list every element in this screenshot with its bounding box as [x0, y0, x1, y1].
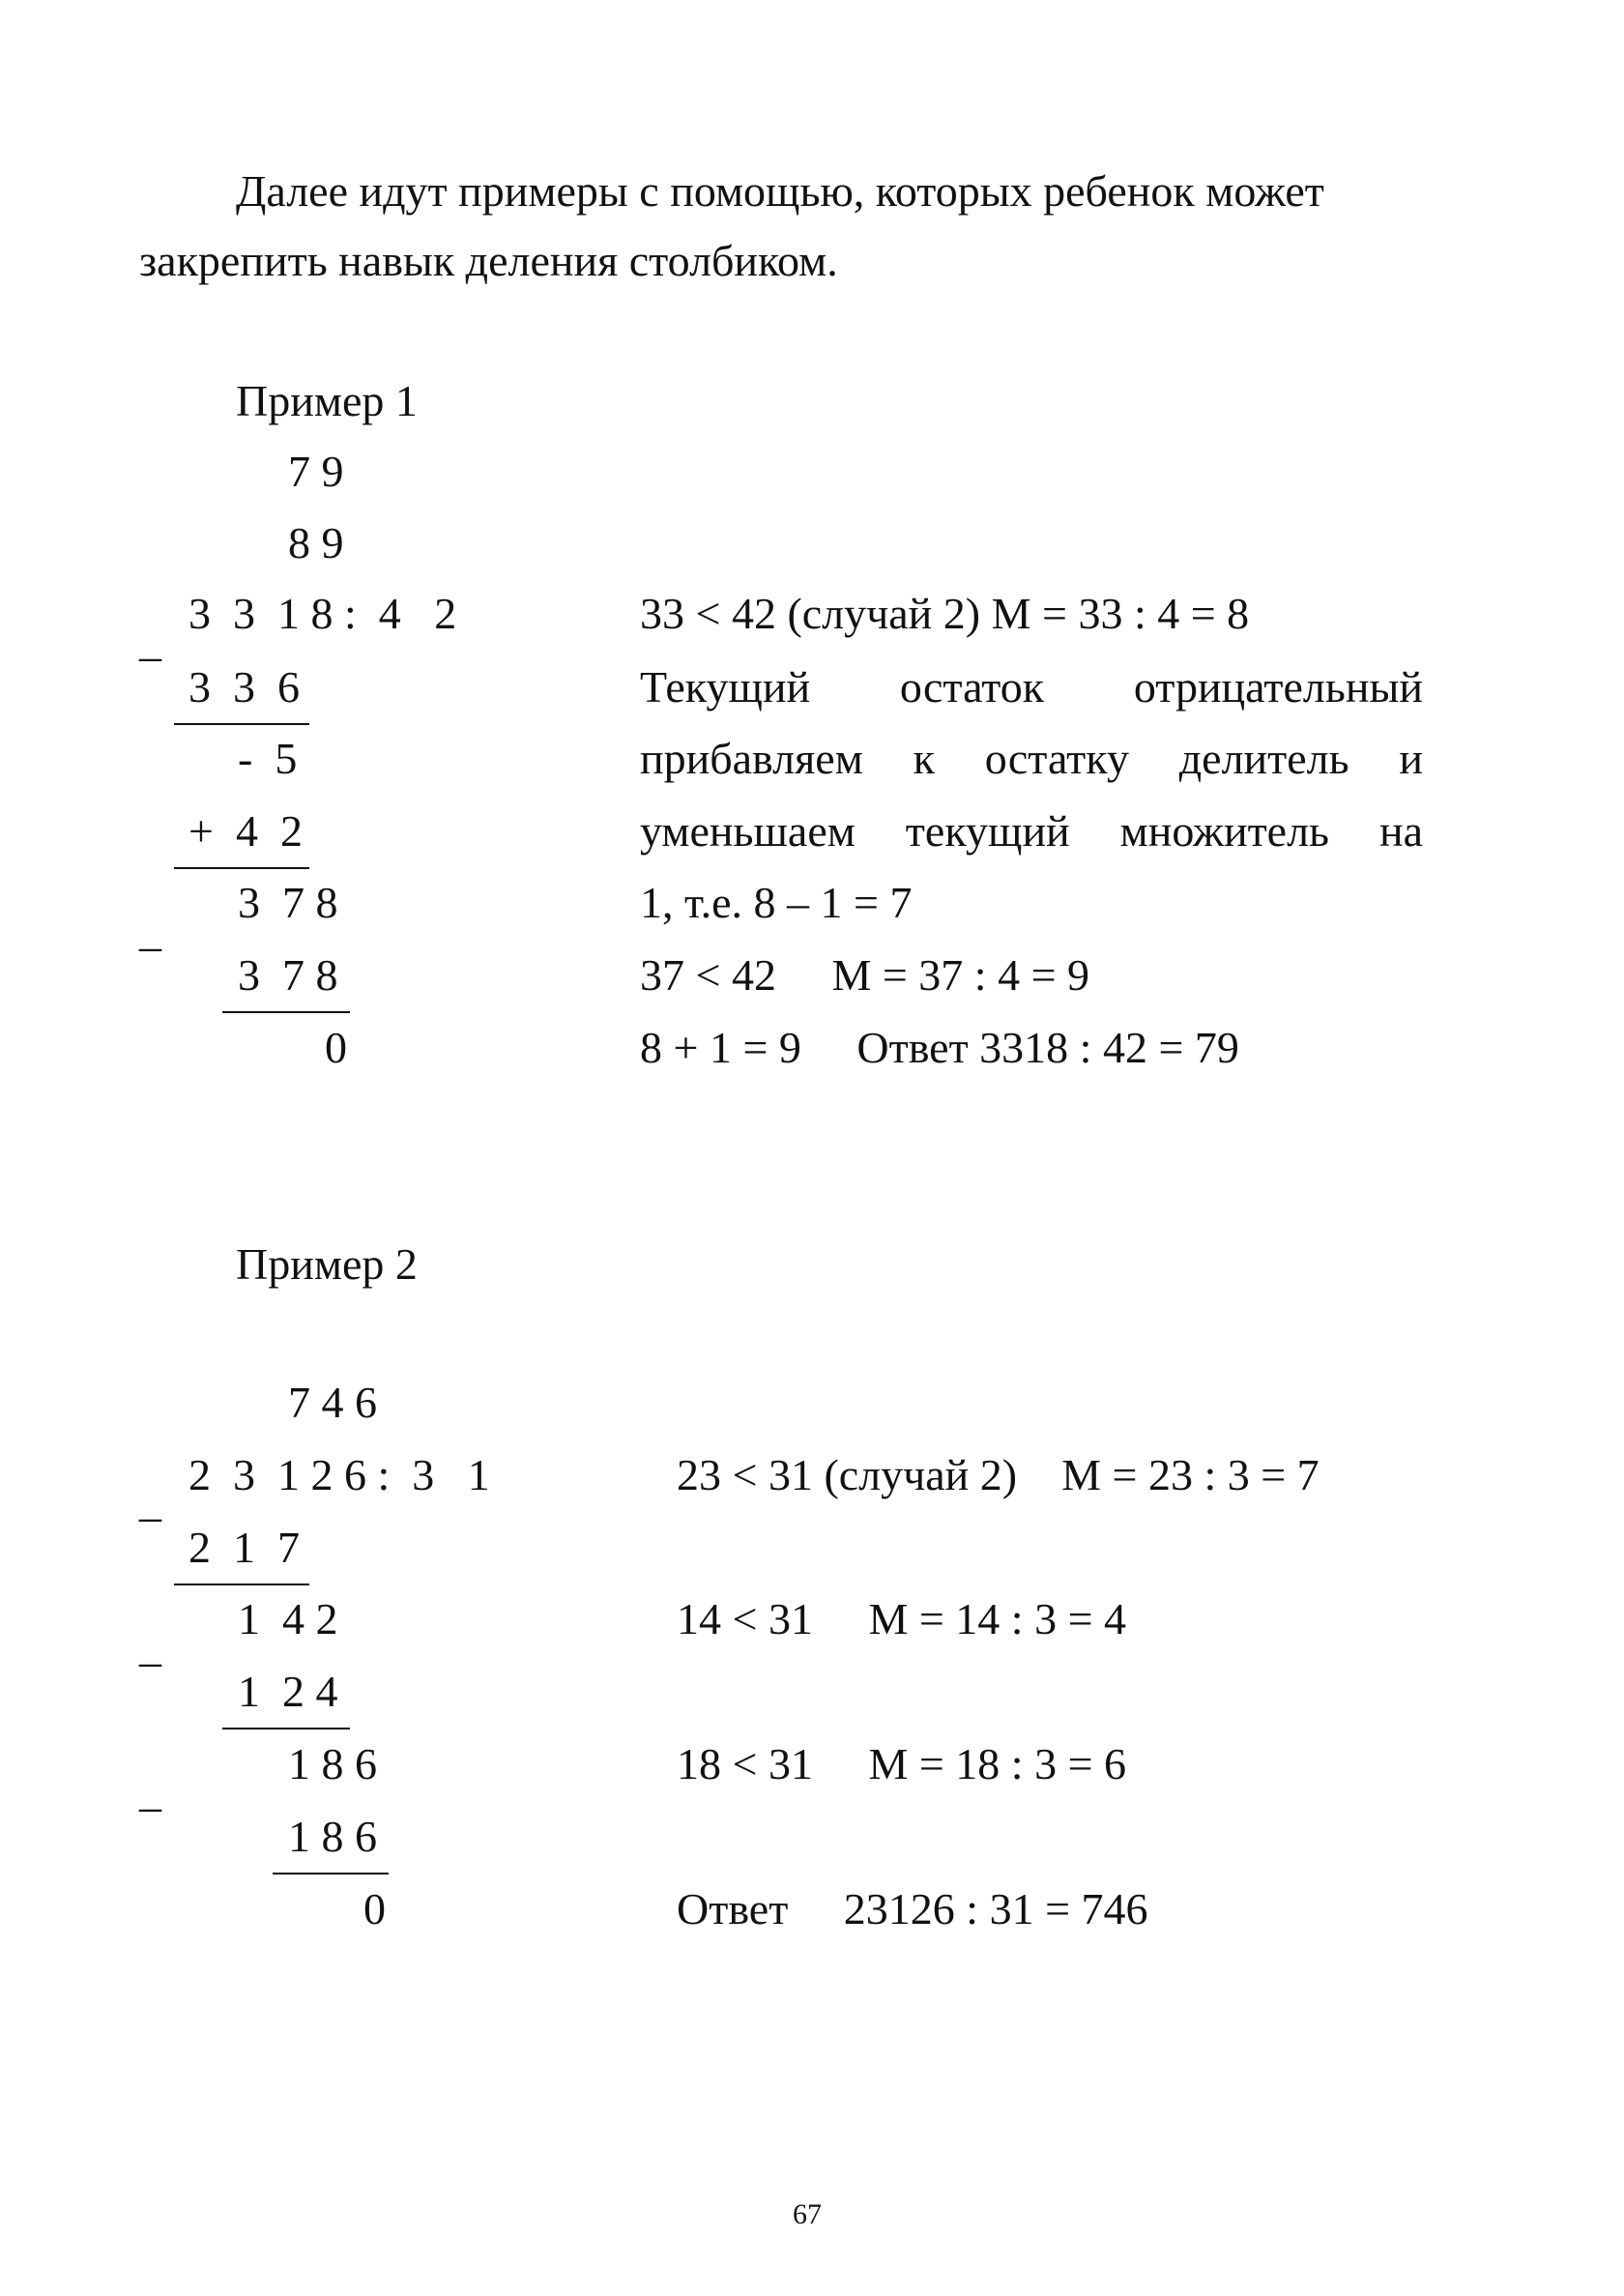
note-line: прибавляем к остатку делитель и: [640, 734, 1423, 783]
minus-sign: _: [139, 1621, 161, 1671]
minus-sign: _: [139, 1476, 161, 1526]
note-line: 18 < 31 М = 18 : 3 = 6: [677, 1739, 1127, 1788]
subtrahend-row: 1 2 4: [238, 1667, 338, 1716]
quotient-row: 8 9: [288, 518, 344, 567]
final-remainder: 0: [363, 1884, 386, 1933]
page-number: 67: [793, 2198, 822, 2230]
dividend-row: 2 3 1 2 6 : 3 1: [188, 1450, 490, 1499]
underline: [174, 723, 309, 725]
underline: [174, 1584, 309, 1585]
dividend-row: 3 3 1 8 : 4 2: [188, 589, 457, 638]
note-line: 14 < 31 М = 14 : 3 = 4: [677, 1594, 1127, 1643]
partial-dividend-row: 1 8 6: [288, 1739, 377, 1788]
note-line: 37 < 42 М = 37 : 4 = 9: [640, 950, 1090, 1000]
underline: [222, 1011, 350, 1013]
note-line: 23 < 31 (случай 2) М = 23 : 3 = 7: [677, 1450, 1320, 1499]
note-line: 1, т.е. 8 – 1 = 7: [640, 878, 913, 927]
underline: [273, 1873, 389, 1875]
minus-sign: _: [139, 616, 161, 665]
quotient-row: 7 4 6: [288, 1378, 377, 1427]
minus-sign: _: [139, 1766, 161, 1816]
add-divisor-row: + 4 2: [188, 806, 303, 856]
note-line: Текущий остаток отрицательный: [640, 662, 1423, 712]
final-remainder: 0: [325, 1023, 347, 1072]
answer-line: Ответ 23126 : 31 = 746: [677, 1884, 1148, 1933]
note-line: уменьшаем текущий множитель на: [640, 806, 1423, 856]
subtrahend-row: 1 8 6: [288, 1812, 377, 1861]
partial-dividend-row: 3 7 8: [238, 878, 338, 927]
subtrahend-row: 3 3 6: [188, 662, 300, 712]
subtrahend-row: 3 7 8: [238, 950, 338, 1000]
intro-line-2: закрепить навык деления столбиком.: [139, 236, 838, 285]
intro-line-1: Далее идут примеры с помощью, которых ребенок может: [236, 166, 1324, 216]
subtrahend-row: 2 1 7: [188, 1523, 300, 1572]
quotient-trial-row: 7 9: [288, 447, 344, 496]
example-1-heading: Пример 1: [236, 376, 418, 425]
partial-dividend-row: 1 4 2: [238, 1594, 338, 1643]
example-2-heading: Пример 2: [236, 1239, 418, 1289]
underline: [222, 1728, 350, 1729]
negative-remainder-row: - 5: [238, 734, 298, 783]
answer-line: 8 + 1 = 9 Ответ 3318 : 42 = 79: [640, 1023, 1239, 1072]
minus-sign: _: [139, 906, 161, 955]
underline: [174, 867, 309, 869]
note-line: 33 < 42 (случай 2) М = 33 : 4 = 8: [640, 589, 1250, 638]
